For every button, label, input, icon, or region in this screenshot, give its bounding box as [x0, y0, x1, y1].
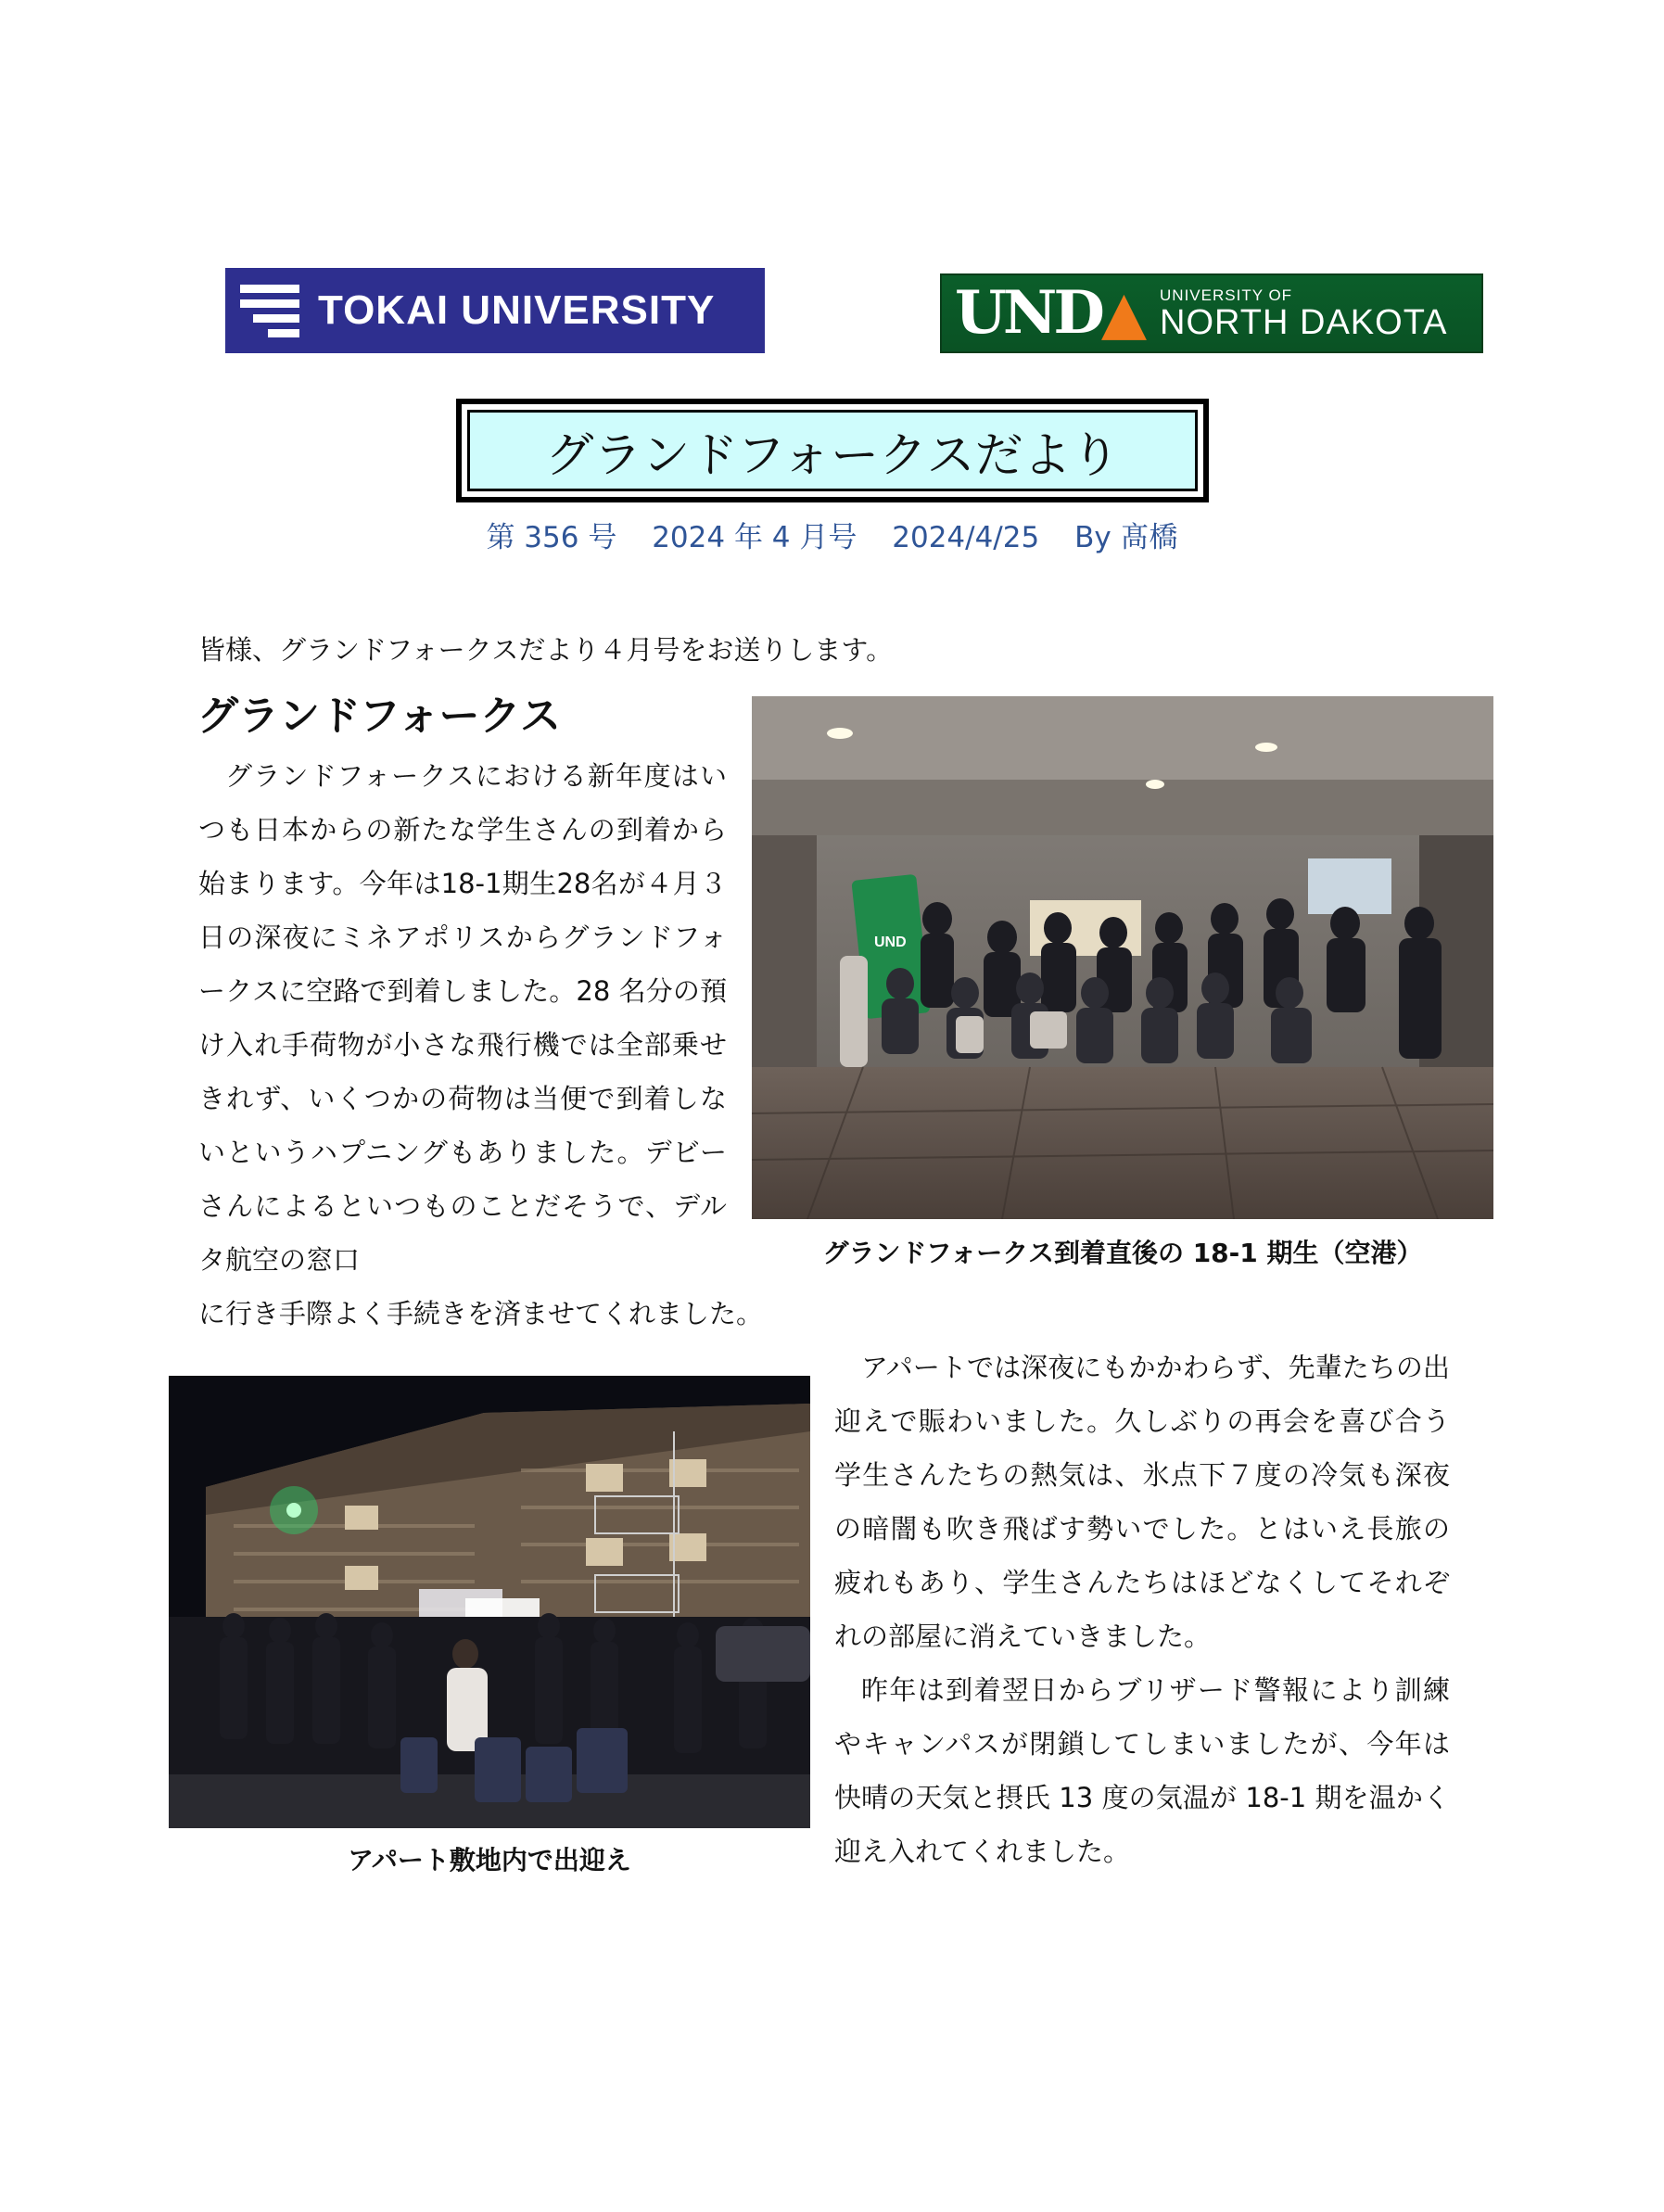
photo2-caption: アパート敷地内で出迎え [348, 1845, 631, 1875]
section-heading: グランドフォークス [197, 693, 562, 740]
paragraph-2: アパートでは深夜にもかかわらず、先輩たちの出迎えで賑わいました。久しぶりの再会を喜び合う学生さんたちの熱気は、氷点下７度の冷気も深夜の暗闇も吹き飛ばす勢いでした。とはいえ長旅の疲れもあり、学生さんたちはほどなくしてそれぞれの部屋に消えていきました。 [834, 1352, 1450, 1652]
newsletter-title-box [456, 399, 1209, 502]
banner-text: UND [874, 934, 907, 950]
issue-line [0, 514, 1664, 555]
paragraph-3: 昨年は到着翌日からブリザード警報により訓練やキャンパスが閉鎖してしまいましたが、今年は快晴の天気と摂氏 13 度の気温が 18-1 期を温かく迎え入れてくれました。 [834, 1674, 1450, 1867]
apartment-night-photo [169, 1376, 810, 1828]
greeting: 皆様、グランドフォークスだより４月号をお送りします。 [198, 634, 894, 666]
paragraph-1-tail: に行き手際よく手続きを済ませてくれました。 [198, 1298, 764, 1329]
tokai-wordmark: TOKAI UNIVERSITY [318, 287, 716, 333]
issue-author: By 髙橋 [1074, 521, 1178, 554]
paragraph-1: グランドフォークスにおける新年度はいつも日本からの新たな学生さんの到着から始まります。今年は18-1期生28名が４月３日の深夜にミネアポリスからグランドフォークスに空路で到着しました。28 名分の預け入れ手荷物が小さな飛行機では全部乗せきれず、いくつかの荷物は当便で到着しないというハプニングもありました。デビーさんによるといつものことだそうで、デルタ航空の窓口 [198, 760, 727, 1276]
flame-icon: ▲ [1100, 278, 1144, 348]
tokai-university-logo [225, 268, 765, 353]
photo1-caption: グランドフォークス到着直後の 18-1 期生（空港） [822, 1238, 1423, 1268]
und-line2: NORTH DAKOTA [1160, 303, 1448, 342]
airport-group-photo [752, 696, 1493, 1219]
und-logo [940, 273, 1483, 353]
und-line1: UNIVERSITY OF [1160, 286, 1293, 304]
issue-month: 2024 年 4 月号 [652, 521, 857, 554]
issue-number: 第 356 号 [486, 521, 617, 554]
und-mark: UND▲ [955, 278, 1144, 348]
issue-date: 2024/4/25 [892, 521, 1040, 554]
tokai-emblem-icon [240, 283, 299, 338]
newsletter-title: グランドフォークスだより [467, 410, 1198, 491]
